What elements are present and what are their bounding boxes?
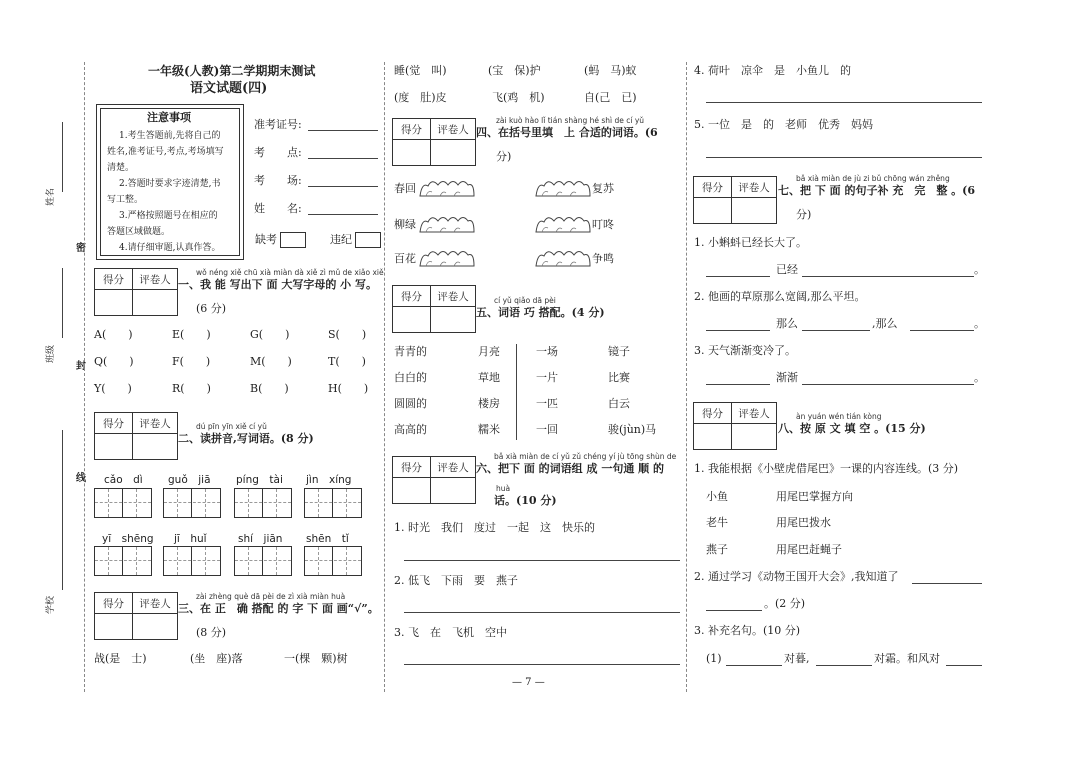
q7-blank-word: 渐渐 bbox=[776, 371, 798, 384]
answer-line[interactable] bbox=[910, 330, 974, 331]
q5-left-word: 青青的 bbox=[394, 345, 427, 358]
binding-class-label: 班级 bbox=[46, 344, 57, 364]
q3-item: 飞(鸡 机) bbox=[492, 91, 545, 104]
q7-title: 七、把 下 面 的句子补 充 完 整 。(6 bbox=[778, 184, 976, 197]
leaf-blank-icon[interactable] bbox=[418, 176, 476, 198]
q4-item: 百花 bbox=[394, 252, 416, 265]
score-label: 得分 bbox=[702, 408, 723, 420]
score-label: 得分 bbox=[103, 418, 124, 430]
q3-pinyin: zài zhèng què dā pèi de zì xià miàn huà bbox=[196, 592, 346, 601]
q6-pinyin-2: huà bbox=[496, 484, 511, 493]
answer-line[interactable] bbox=[404, 664, 680, 665]
q4-item: 春回 bbox=[394, 182, 416, 195]
letter-item: A( ) bbox=[94, 328, 133, 341]
column-divider-2 bbox=[686, 62, 687, 692]
answer-line[interactable] bbox=[706, 610, 762, 611]
q5-left-word: 圆圆的 bbox=[394, 397, 427, 410]
score-label: 得分 bbox=[103, 274, 124, 286]
q6-item: 2. 低飞 下雨 要 燕子 bbox=[394, 574, 518, 587]
grader-label: 评卷人 bbox=[738, 182, 770, 194]
q5-left-word: 草地 bbox=[478, 371, 500, 384]
q5-title: 五、词语 巧 搭配。(4 分) bbox=[476, 306, 605, 319]
q3-item: 睡(觉 叫) bbox=[394, 64, 447, 77]
q8-animal: 老牛 bbox=[706, 516, 728, 529]
q8-s3-num: (1) bbox=[706, 652, 722, 665]
q7-blank-word: 那么 bbox=[776, 317, 798, 330]
grader-label: 评卷人 bbox=[437, 462, 469, 474]
q7-period: 。 bbox=[974, 371, 985, 384]
q3-item: 自(己 已) bbox=[584, 91, 637, 104]
q5-right-word: 骏(jùn)马 bbox=[608, 423, 657, 436]
writing-grid[interactable] bbox=[234, 488, 292, 518]
letter-item: T( ) bbox=[328, 355, 366, 368]
absent-box[interactable] bbox=[280, 232, 306, 248]
notice-line: 3.严格按照题号在相应的 bbox=[119, 211, 218, 221]
score-box-q4 bbox=[392, 118, 476, 166]
q8-s3-text: 对霜。和风对 bbox=[874, 652, 940, 665]
q5-right-word: 一场 bbox=[536, 345, 558, 358]
exam-site-label: 考 点: bbox=[254, 146, 302, 159]
score-label: 得分 bbox=[401, 124, 422, 136]
pinyin-word: jìn xíng bbox=[306, 474, 352, 486]
q8-action: 用尾巴掌握方向 bbox=[776, 490, 853, 503]
q2-pinyin: dú pīn yīn xiě cí yǔ bbox=[196, 422, 267, 431]
binding-school-label: 学校 bbox=[46, 595, 57, 615]
score-label: 得分 bbox=[401, 291, 422, 303]
answer-line[interactable] bbox=[706, 102, 982, 103]
score-box-q1 bbox=[94, 268, 178, 316]
q4-item: 柳绿 bbox=[394, 218, 416, 231]
q1-title: 一、我 能 写出下 面 大写字母的 小 写。 bbox=[178, 278, 377, 291]
q6-title-2: 话。(10 分) bbox=[494, 494, 557, 507]
writing-grid[interactable] bbox=[304, 488, 362, 518]
q3-item: 一(棵 颗)树 bbox=[284, 652, 348, 665]
writing-grid[interactable] bbox=[94, 546, 152, 576]
notice-line: 4.请仔细审题,认真作答。 bbox=[119, 243, 221, 253]
leaf-blank-icon[interactable] bbox=[534, 246, 592, 268]
score-box-q8 bbox=[693, 402, 777, 450]
notice-line: 写工整。 bbox=[107, 195, 144, 205]
q3-item: (宝 保)护 bbox=[488, 64, 541, 77]
q4-item: 争鸣 bbox=[592, 252, 614, 265]
q8-sub-3: 3. 补充名句。(10 分) bbox=[694, 624, 801, 637]
binding-margin bbox=[0, 0, 84, 763]
grader-label: 评卷人 bbox=[738, 408, 770, 420]
leaf-blank-icon[interactable] bbox=[534, 212, 592, 234]
writing-grid[interactable] bbox=[94, 488, 152, 518]
q2-title: 二、读拼音,写词语。(8 分) bbox=[178, 432, 314, 445]
score-label: 得分 bbox=[702, 182, 723, 194]
notice-line: 1.考生答题前,先将自己的 bbox=[119, 131, 221, 141]
q3-points: (8 分) bbox=[196, 626, 227, 639]
q4-pinyin: zài kuò hào lǐ tián shàng hé shì de cí yǔ bbox=[496, 116, 645, 125]
q8-sub-2: 2. 通过学习《动物王国开大会》,我知道了 bbox=[694, 570, 899, 583]
violation-box[interactable] bbox=[355, 232, 381, 248]
grader-label: 评卷人 bbox=[139, 598, 171, 610]
answer-line[interactable] bbox=[816, 665, 872, 666]
letter-item: H( ) bbox=[328, 382, 369, 395]
score-box-q2 bbox=[94, 412, 178, 460]
q5-right-word: 一片 bbox=[536, 371, 558, 384]
score-box-q5 bbox=[392, 285, 476, 333]
pinyin-word: yī shēng bbox=[102, 533, 154, 545]
q6-title: 六、把下 面 的词语组 成 一句通 顺 的 bbox=[476, 462, 664, 475]
q8-animal: 小鱼 bbox=[706, 490, 728, 503]
notice-box bbox=[96, 104, 244, 260]
q1-points: (6 分) bbox=[196, 302, 227, 315]
q3-item: (度 肚)皮 bbox=[394, 91, 447, 104]
q5-right-word: 白云 bbox=[608, 397, 630, 410]
q3-title: 三、在 正 确 搭配 的 字 下 面 画“√”。 bbox=[178, 602, 379, 615]
q5-right-word: 镜子 bbox=[608, 345, 630, 358]
grader-label: 评卷人 bbox=[437, 291, 469, 303]
q8-action: 用尾巴拨水 bbox=[776, 516, 831, 529]
leaf-blank-icon[interactable] bbox=[418, 246, 476, 268]
q4-item: 叮咚 bbox=[592, 218, 614, 231]
letter-item: Q( ) bbox=[94, 355, 134, 368]
grader-label: 评卷人 bbox=[437, 124, 469, 136]
q5-divider bbox=[516, 344, 517, 440]
exam-number-field[interactable] bbox=[308, 130, 378, 131]
q5-left-word: 糯米 bbox=[478, 423, 500, 436]
letter-item: R( ) bbox=[172, 382, 211, 395]
q7-item: 3. 天气渐渐变冷了。 bbox=[694, 344, 796, 357]
student-name-label: 姓 名: bbox=[254, 202, 302, 215]
writing-grid[interactable] bbox=[163, 488, 221, 518]
letter-item: E( ) bbox=[172, 328, 211, 341]
q8-action: 用尾巴赶蝇子 bbox=[776, 543, 842, 556]
q5-left-word: 楼房 bbox=[478, 397, 500, 410]
score-label: 得分 bbox=[103, 598, 124, 610]
exam-room-label: 考 场: bbox=[254, 174, 302, 187]
notice-line: 2.答题时要求字迹清楚,书 bbox=[119, 179, 221, 189]
q6-item: 5. 一位 是 的 老师 优秀 妈妈 bbox=[694, 118, 873, 131]
pinyin-word: shēn tǐ bbox=[306, 533, 349, 545]
writing-grid[interactable] bbox=[234, 546, 292, 576]
q4-points: 分) bbox=[496, 150, 512, 163]
notice-line: 姓名,准考证号,考点,考场填写 bbox=[107, 147, 224, 157]
answer-line[interactable] bbox=[802, 384, 974, 385]
score-label: 得分 bbox=[401, 462, 422, 474]
notice-title: 注意事项 bbox=[147, 111, 191, 124]
q6-item: 4. 荷叶 凉伞 是 小鱼儿 的 bbox=[694, 64, 851, 77]
q5-left-word: 高高的 bbox=[394, 423, 427, 436]
q5-right-word: 一回 bbox=[536, 423, 558, 436]
answer-line[interactable] bbox=[404, 560, 680, 561]
q5-right-word: 一匹 bbox=[536, 397, 558, 410]
q4-title: 四、在括号里填 上 合适的词语。(6 bbox=[476, 126, 658, 139]
exam-site-field[interactable] bbox=[308, 158, 378, 159]
letter-item: Y( ) bbox=[94, 382, 132, 395]
grader-label: 评卷人 bbox=[139, 274, 171, 286]
score-box-q3 bbox=[94, 592, 178, 640]
column-divider-1 bbox=[384, 62, 385, 692]
binding-mi: 密 bbox=[76, 243, 86, 254]
q5-left-word: 白白的 bbox=[394, 371, 427, 384]
answer-line[interactable] bbox=[706, 330, 770, 331]
pinyin-word: shí jiān bbox=[238, 533, 283, 545]
q5-right-word: 比赛 bbox=[608, 371, 630, 384]
letter-item: M( ) bbox=[250, 355, 292, 368]
violation-label: 违纪 bbox=[330, 233, 352, 246]
q5-pinyin: cí yǔ qiǎo dā pèi bbox=[494, 296, 556, 305]
q3-item: 战(是 士) bbox=[94, 652, 147, 665]
q8-sub-2-end: 。(2 分) bbox=[764, 597, 806, 610]
q8-pinyin: àn yuán wén tián kòng bbox=[796, 412, 882, 421]
student-name-field[interactable] bbox=[308, 214, 378, 215]
answer-line[interactable] bbox=[912, 583, 982, 584]
q6-item: 3. 飞 在 飞机 空中 bbox=[394, 626, 507, 639]
q3-item: (蚂 马)蚁 bbox=[584, 64, 637, 77]
answer-line[interactable] bbox=[946, 665, 982, 666]
q5-left-word: 月亮 bbox=[478, 345, 500, 358]
q8-s3-text: 对暮, bbox=[784, 652, 810, 665]
q8-animal: 燕子 bbox=[706, 543, 728, 556]
q7-blank-word: 已经 bbox=[776, 263, 798, 276]
writing-grid[interactable] bbox=[163, 546, 221, 576]
q8-title: 八、按 原 文 填 空 。(15 分) bbox=[778, 422, 926, 435]
answer-line[interactable] bbox=[726, 665, 782, 666]
binding-feng: 封 bbox=[76, 361, 86, 372]
writing-grid[interactable] bbox=[304, 546, 362, 576]
binding-xian: 线 bbox=[76, 473, 86, 484]
answer-line[interactable] bbox=[706, 276, 770, 277]
q3-item: (坐 座)落 bbox=[190, 652, 243, 665]
score-box-q7 bbox=[693, 176, 777, 224]
answer-line[interactable] bbox=[802, 276, 974, 277]
letter-item: S( ) bbox=[328, 328, 367, 341]
q7-blank-word: ,那么 bbox=[872, 317, 898, 330]
exam-title: 一年级(人教)第二学期期末测试 bbox=[148, 64, 316, 78]
answer-line[interactable] bbox=[404, 612, 680, 613]
pinyin-word: guǒ jiā bbox=[168, 474, 211, 486]
pinyin-word: cǎo dì bbox=[104, 474, 143, 486]
q7-points: 分) bbox=[796, 208, 812, 221]
q7-item: 2. 他画的草原那么宽阔,那么平坦。 bbox=[694, 290, 866, 303]
q6-pinyin: bǎ xià miàn de cí yǔ zǔ chéng yí jù tōng shùn de bbox=[494, 452, 677, 461]
exam-room-field[interactable] bbox=[308, 186, 378, 187]
pinyin-word: jī huǐ bbox=[174, 533, 207, 545]
answer-line[interactable] bbox=[706, 384, 770, 385]
q7-period: 。 bbox=[974, 317, 985, 330]
binding-name-label: 姓名 bbox=[46, 187, 57, 207]
exam-number-label: 准考证号: bbox=[254, 118, 302, 131]
notice-line: 清楚。 bbox=[107, 163, 135, 173]
exam-subtitle: 语文试题(四) bbox=[190, 81, 268, 96]
q7-item: 1. 小蝌蚪已经长大了。 bbox=[694, 236, 807, 249]
q7-period: 。 bbox=[974, 263, 985, 276]
answer-line[interactable] bbox=[802, 330, 870, 331]
q4-item: 复苏 bbox=[592, 182, 614, 195]
pinyin-word: píng tài bbox=[236, 474, 283, 486]
binding-line bbox=[84, 62, 85, 692]
letter-item: F( ) bbox=[172, 355, 211, 368]
score-box-q6 bbox=[392, 456, 476, 504]
leaf-blank-icon[interactable] bbox=[534, 176, 592, 198]
letter-item: G( ) bbox=[250, 328, 290, 341]
notice-line: 答题区域做题。 bbox=[107, 227, 171, 237]
answer-line[interactable] bbox=[706, 157, 982, 158]
leaf-blank-icon[interactable] bbox=[418, 212, 476, 234]
letter-item: B( ) bbox=[250, 382, 289, 395]
q6-item: 1. 时光 我们 度过 一起 这 快乐的 bbox=[394, 521, 595, 534]
grader-label: 评卷人 bbox=[139, 418, 171, 430]
q7-pinyin: bǎ xià miàn de jù zi bǔ chōng wán zhěng bbox=[796, 174, 950, 183]
q1-pinyin: wǒ néng xiě chū xià miàn dà xiě zì mǔ de xiǎo xiě bbox=[196, 268, 384, 277]
page-number: — 7 — bbox=[512, 677, 545, 688]
q8-sub-1: 1. 我能根据《小壁虎借尾巴》一课的内容连线。(3 分) bbox=[694, 462, 959, 475]
absent-label: 缺考 bbox=[255, 233, 277, 246]
